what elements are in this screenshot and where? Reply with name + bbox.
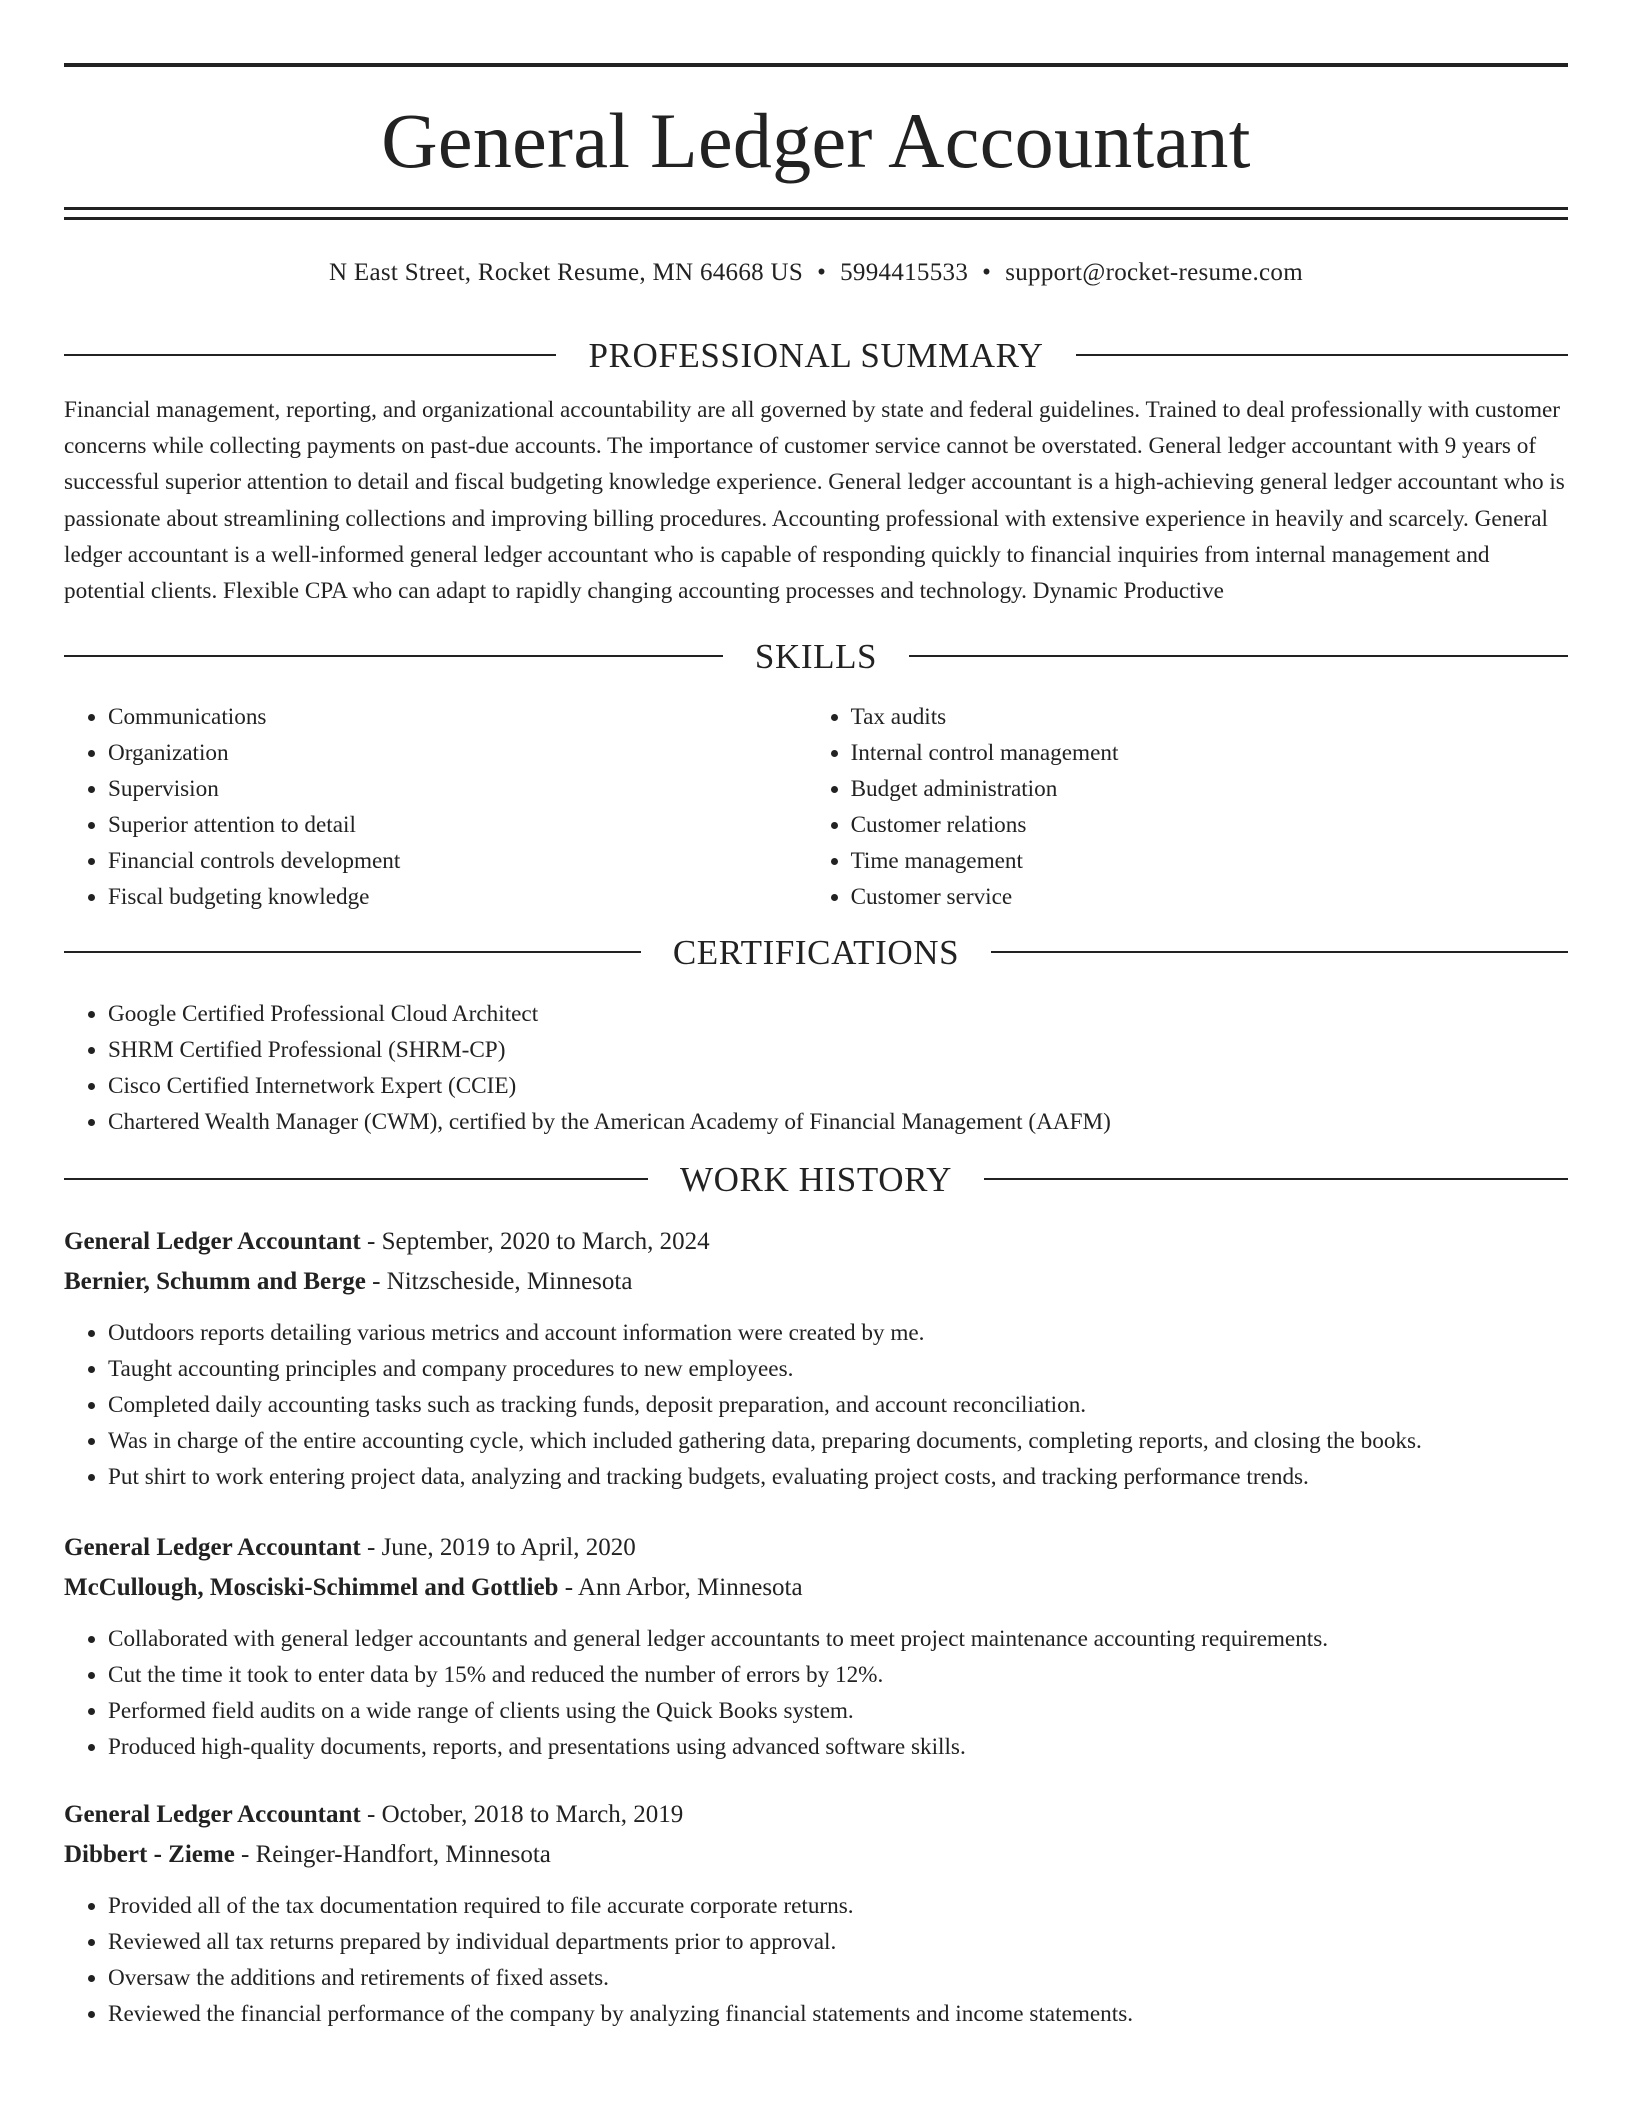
job-bullet: • Produced high-quality documents, reports, and presentations using advanced software skills. — [108, 1729, 1568, 1765]
job-bullet: • Provided all of the tax documentation required to file accurate corporate returns. — [108, 1888, 1568, 1924]
contact-separator: • — [982, 259, 992, 286]
job-entry — [64, 1222, 1568, 1495]
job-company: Bernier, Schumm and Berge — [64, 1268, 366, 1296]
heading-rule-left — [64, 951, 641, 953]
certification-item: • Cisco Certified Internetwork Expert (CCIE) — [108, 1068, 1568, 1104]
job-bullet: • Reviewed all tax returns prepared by individual departments prior to approval. — [108, 1924, 1568, 1960]
job-title: General Ledger Accountant — [64, 1534, 361, 1562]
job-bullets — [64, 1888, 1568, 2032]
job-company: McCullough, Mosciski-Schimmel and Gottlieb — [64, 1574, 559, 1602]
resume-title: General Ledger Accountant — [381, 97, 1251, 184]
job-entry — [64, 1795, 1568, 2032]
job-dash: - — [360, 1801, 382, 1829]
job-company-line — [64, 1835, 1568, 1875]
skill-item: • Organization — [108, 735, 807, 771]
job-title-line — [64, 1222, 1568, 1262]
job-company-line — [64, 1262, 1568, 1302]
skill-item: • Fiscal budgeting knowledge — [108, 879, 807, 915]
job-bullet: • Taught accounting principles and company procedures to new employees. — [108, 1351, 1568, 1387]
skill-item: • Superior attention to detail — [108, 807, 807, 843]
skills-list — [64, 699, 1568, 915]
job-dash: - — [234, 1841, 256, 1869]
heading-rule-right — [1076, 354, 1568, 356]
job-bullet: • Was in charge of the entire accounting cycle, which included gathering data, preparing documents, completing reports, and closing the books. — [108, 1423, 1568, 1459]
job-location: Nitzscheside, Minnesota — [386, 1268, 633, 1296]
work-history-heading-label: WORK HISTORY — [680, 1159, 952, 1199]
job-dash: - — [365, 1268, 387, 1296]
job-dash: - — [558, 1574, 578, 1602]
skill-item: • Budget administration — [851, 771, 1568, 807]
job-company-line — [64, 1568, 1568, 1608]
job-title-line — [64, 1795, 1568, 1835]
certification-item: • SHRM Certified Professional (SHRM-CP) — [108, 1032, 1568, 1068]
contact-phone: 5994415533 — [840, 259, 969, 286]
job-title: General Ledger Accountant — [64, 1801, 361, 1829]
skill-item: • Supervision — [108, 771, 807, 807]
certifications-list — [64, 996, 1568, 1140]
heading-rule-right — [991, 951, 1568, 953]
summary-text: Financial management, reporting, and organizational accountability are all governed by state and federal guidelines. Trained to deal professionally with customer concerns while collecting payments on past-due accounts. The importance of customer service cannot be overstated. General ledger accountant with 9 years of successful superior attention to detail and fiscal budgeting knowledge experience. General ledger accountant is a high-achieving general ledger accountant who is passionate about streamlining collections and improving billing procedures. Accounting professional with extensive experience in heavily and scarcely. General ledger accountant is a well-informed general ledger accountant who is capable of responding quickly to financial inquiries from internal management and potential clients. Flexible CPA who can adapt to rapidly changing accounting processes and technology. Dynamic Productive — [64, 397, 1565, 605]
job-bullet: • Outdoors reports detailing various metrics and account information were created by me. — [108, 1315, 1568, 1351]
job-entry — [64, 1528, 1568, 1765]
heading-rule-left — [64, 354, 556, 356]
job-bullet: • Put shirt to work entering project data, analyzing and tracking budgets, evaluating project costs, and tracking performance trends. — [108, 1459, 1568, 1495]
job-location: Reinger-Handfort, Minnesota — [255, 1841, 551, 1869]
certifications-heading — [64, 932, 1568, 972]
job-company: Dibbert - Zieme — [64, 1841, 235, 1869]
summary-heading — [64, 335, 1568, 375]
skills-heading-label: SKILLS — [754, 636, 878, 676]
heading-rule-left — [64, 655, 723, 657]
summary-heading-label: PROFESSIONAL SUMMARY — [588, 335, 1044, 375]
job-dates: June, 2019 to April, 2020 — [381, 1534, 636, 1562]
contact-address: N East Street, Rocket Resume, MN 64668 US — [329, 259, 804, 286]
work-history-heading — [64, 1159, 1568, 1199]
skill-item: • Tax audits — [851, 699, 1568, 735]
job-bullet: • Reviewed the financial performance of the company by analyzing financial statements and income statements. — [108, 1996, 1568, 2032]
skill-item: • Time management — [851, 843, 1568, 879]
job-location: Ann Arbor, Minnesota — [577, 1574, 803, 1602]
job-dates: October, 2018 to March, 2019 — [381, 1801, 684, 1829]
heading-rule-left — [64, 1178, 648, 1180]
title-double-rule — [64, 207, 1568, 220]
job-title-line — [64, 1528, 1568, 1568]
contact-separator: • — [817, 259, 827, 286]
resume-page — [64, 0, 1568, 2032]
skill-item: • Financial controls development — [108, 843, 807, 879]
contact-email: support@rocket-resume.com — [1005, 259, 1303, 286]
skills-column-right — [807, 699, 1568, 915]
job-bullets — [64, 1315, 1568, 1495]
certifications-heading-label: CERTIFICATIONS — [672, 932, 960, 972]
skills-column-left — [64, 699, 807, 915]
job-dates: September, 2020 to March, 2024 — [381, 1228, 710, 1256]
job-title: General Ledger Accountant — [64, 1228, 361, 1256]
skill-item: • Internal control management — [851, 735, 1568, 771]
certification-item: • Google Certified Professional Cloud Architect — [108, 996, 1568, 1032]
certification-item: • Chartered Wealth Manager (CWM), certified by the American Academy of Financial Management (AAFM) — [108, 1104, 1568, 1140]
heading-rule-right — [909, 655, 1568, 657]
job-bullet: • Oversaw the additions and retirements of fixed assets. — [108, 1960, 1568, 1996]
job-bullets — [64, 1621, 1568, 1765]
job-bullet: • Performed field audits on a wide range of clients using the Quick Books system. — [108, 1693, 1568, 1729]
job-bullet: • Cut the time it took to enter data by 15% and reduced the number of errors by 12%. — [108, 1657, 1568, 1693]
skill-item: • Customer service — [851, 879, 1568, 915]
skill-item: • Customer relations — [851, 807, 1568, 843]
job-bullet: • Completed daily accounting tasks such as tracking funds, deposit preparation, and account reconciliation. — [108, 1387, 1568, 1423]
job-dash: - — [360, 1228, 382, 1256]
heading-rule-right — [984, 1178, 1568, 1180]
skills-heading — [64, 636, 1568, 676]
job-bullet: • Collaborated with general ledger accountants and general ledger accountants to meet project maintenance accounting requirements. — [108, 1621, 1568, 1657]
contact-line — [64, 260, 1568, 286]
job-dash: - — [360, 1534, 382, 1562]
skill-item: • Communications — [108, 699, 807, 735]
